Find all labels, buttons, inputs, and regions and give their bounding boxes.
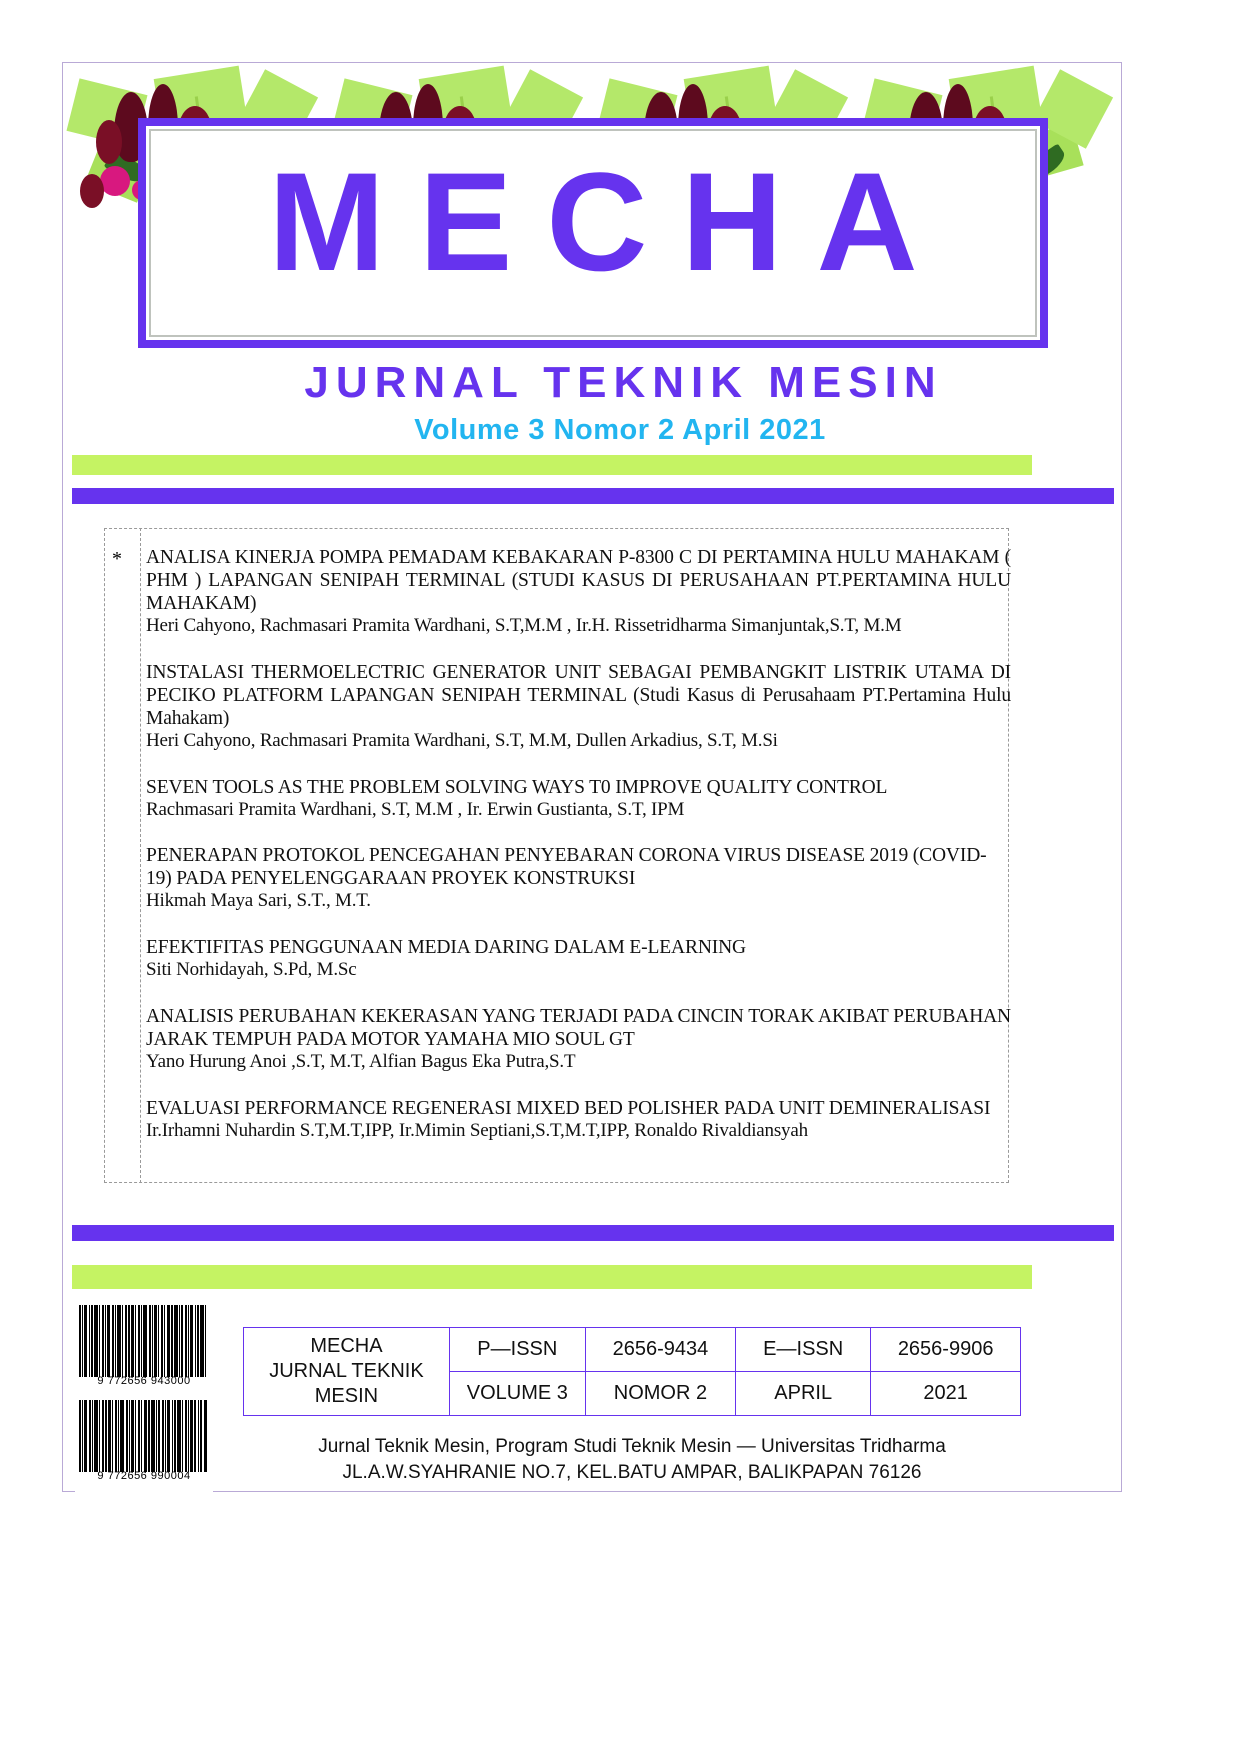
barcode-bars [75,1400,213,1472]
toc-entry-authors: Ir.Irhamni Nuhardin S.T,M.T,IPP, Ir.Mimin Septiani,S.T,M.T,IPP, Ronaldo Rivaldiansyah [146,1119,808,1141]
barcode-print-issn [75,1305,213,1397]
volume-cell: VOLUME 3 [449,1372,585,1416]
barcode-number: 9 772656 943000 [97,1375,191,1387]
p-issn-value: 2656-9434 [585,1328,735,1372]
toc-entry-authors: Heri Cahyono, Rachmasari Pramita Wardhani, S.T,M.M , Ir.H. Rissetridharma Simanjuntak,S.T, M.M [146,615,902,636]
toc-entry-title: ANALISA KINERJA POMPA PEMADAM KEBAKARAN P-8300 C DI PERTAMINA HULU MAHAKAM ( PHM ) LAPANGAN SENIPAH TERMINAL (STUDI KASUS DI PERUSAHAAN PT.PERTAMINA HULU MAHAKAM) [146,547,1011,614]
brand-line-2: JURNAL TEKNIK [269,1360,424,1382]
purple-divider-top [72,488,1114,504]
toc-entry-authors: Yano Hurung Anoi ,S.T, M.T, Alfian Bagus Eka Putra,S.T [146,1050,576,1072]
bullet-marker-icon: * [112,548,122,570]
nomor-cell: NOMOR 2 [585,1372,735,1416]
journal-title-box [138,118,1048,348]
e-issn-label: E—ISSN [736,1328,871,1372]
month-cell: APRIL [736,1372,871,1416]
toc-entry[interactable] [146,1097,1011,1143]
brand-line-3: MESIN [314,1385,379,1407]
volume-issue-line: Volume 3 Nomor 2 April 2021 [414,414,826,446]
toc-entry-title: EFEKTIFITAS PENGGUNAAN MEDIA DARING DALAM E-LEARNING [146,937,746,959]
toc-entry[interactable] [146,844,1011,913]
toc-entry-title: EVALUASI PERFORMANCE REGENERASI MIXED BED POLISHER PADA UNIT DEMINERALISASI [146,1097,991,1119]
publisher-line-1: Jurnal Teknik Mesin, Program Studi Teknik Mesin — Universitas Tridharma [318,1436,946,1457]
barcode-number: 9 772656 990004 [97,1470,191,1482]
toc-entry-title: SEVEN TOOLS AS THE PROBLEM SOLVING WAYS T0 IMPROVE QUALITY CONTROL [146,776,888,798]
journal-subtitle: JURNAL TEKNIK MESIN [304,358,943,407]
e-issn-value: 2656-9906 [871,1328,1021,1372]
toc-entry[interactable] [146,661,1011,753]
green-divider-top [72,455,1032,475]
table-of-contents-list [146,546,1011,1166]
toc-entry[interactable] [146,1005,1011,1074]
toc-entry-title: PENERAPAN PROTOKOL PENCEGAHAN PENYEBARAN CORONA VIRUS DISEASE 2019 (COVID-19) PADA PENYELENGGARAAN PROYEK KONSTRUKSI [146,845,987,890]
barcode-bars [75,1305,213,1377]
table-row [244,1328,1021,1372]
toc-entry-authors: Heri Cahyono, Rachmasari Pramita Wardhani, S.T, M.M, Dullen Arkadius, S.T, M.Si [146,729,778,751]
year-cell: 2021 [871,1372,1021,1416]
publisher-line-2: JL.A.W.SYAHRANIE NO.7, KEL.BATU AMPAR, BALIKPAPAN 76126 [342,1462,922,1484]
brand-line-1: MECHA [310,1335,383,1357]
toc-entry-authors: Siti Norhidayah, S.Pd, M.Sc [146,959,357,981]
toc-entry-authors: Hikmah Maya Sari, S.T., M.T. [146,890,371,912]
toc-entry[interactable] [146,936,1011,982]
purple-divider-bottom [72,1225,1114,1241]
toc-entry[interactable] [146,776,1011,822]
toc-entry-title: ANALISIS PERUBAHAN KEKERASAN YANG TERJADI PADA CINCIN TORAK AKIBAT PERUBAHAN JARAK TEMPUH PADA MOTOR YAMAHA MIO SOUL GT [146,1005,1011,1050]
green-divider-bottom [72,1265,1032,1289]
table-of-contents-gutter [104,528,141,1183]
toc-entry-title: INSTALASI THERMOELECTRIC GENERATOR UNIT SEBAGAI PEMBANGKIT LISTRIK UTAMA DI PECIKO PLATFORM LAPANGAN SENIPAH TERMINAL (Studi Kasus di Perusahaam PT.Pertamina Hulu Mahakam) [146,661,1011,729]
publisher-info [243,1434,1021,1486]
toc-entry[interactable] [146,546,1011,638]
barcode-electronic-issn [75,1400,213,1492]
journal-name: MECHA [268,143,952,300]
p-issn-label: P—ISSN [449,1328,585,1372]
journal-brand-cell [244,1328,450,1416]
issn-info-table [243,1327,1021,1416]
toc-entry-authors: Rachmasari Pramita Wardhani, S.T, M.M , Ir. Erwin Gustianta, S.T, IPM [146,798,685,820]
